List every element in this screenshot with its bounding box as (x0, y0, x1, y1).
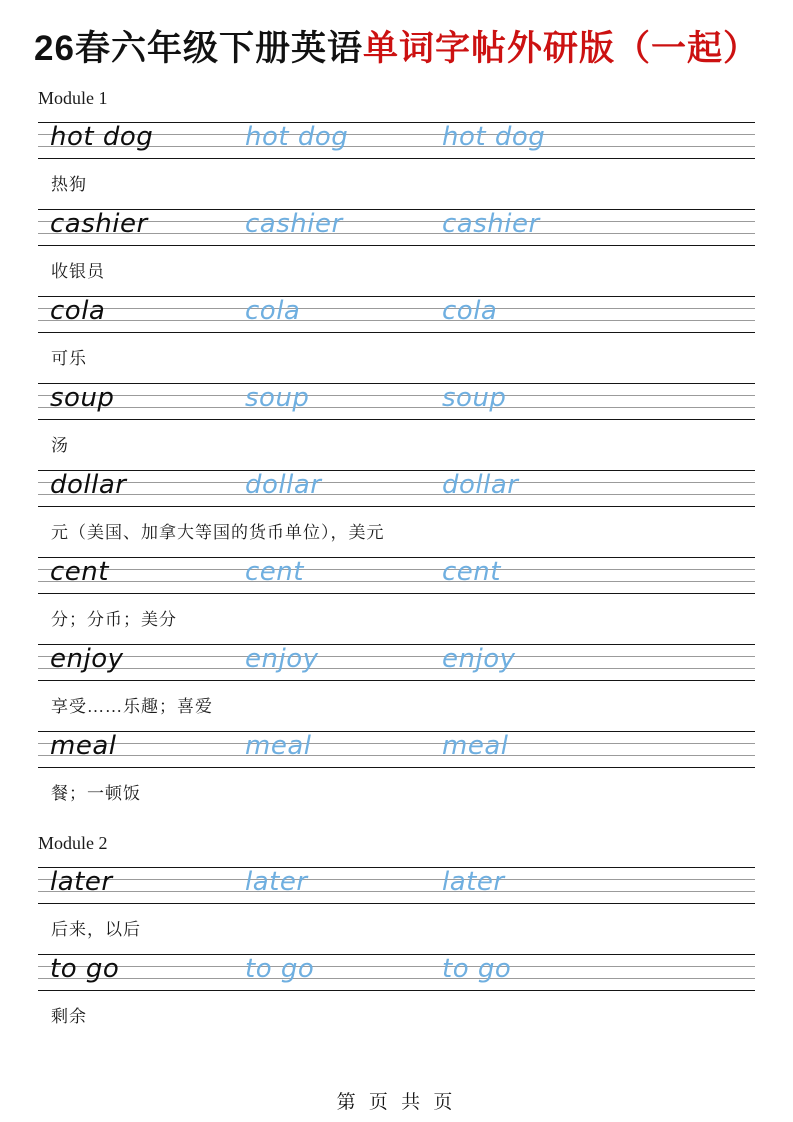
word-trace-1: cola (245, 296, 301, 326)
guide-line-bottom (38, 593, 755, 594)
word-meaning: 汤 (51, 436, 69, 455)
title-text-red: 单词字帖外研版（一起） (362, 29, 759, 68)
page-title (0, 0, 793, 73)
guide-line-lower-middle (38, 494, 755, 495)
guide-line-bottom (38, 506, 755, 507)
guide-line-upper-middle (38, 656, 755, 657)
word-trace-1: cashier (245, 209, 343, 239)
module-entries (38, 867, 755, 1041)
guide-line-bottom (38, 158, 755, 159)
word-meaning: 享受……乐趣；喜爱 (51, 697, 213, 716)
word-text: cola (50, 296, 106, 326)
guide-line-lower-middle (38, 978, 755, 979)
word-text: meal (50, 731, 117, 761)
guide-line-lower-middle (38, 755, 755, 756)
guide-line-lower-middle (38, 320, 755, 321)
writing-guide-grid (38, 954, 755, 992)
word-meaning: 后来，以后 (51, 920, 141, 939)
word-trace-1: hot dog (245, 122, 349, 152)
guide-line-upper-middle (38, 482, 755, 483)
word-trace-2: dollar (442, 470, 519, 500)
word-entry (38, 209, 755, 296)
word-entry (38, 470, 755, 557)
writing-guide-grid (38, 867, 755, 905)
word-meaning: 收银员 (51, 262, 105, 281)
word-meaning: 元（美国、加拿大等国的货币单位），美元 (51, 523, 385, 542)
guide-line-bottom (38, 903, 755, 904)
word-trace-1: dollar (245, 470, 322, 500)
guide-line-top (38, 731, 755, 732)
word-trace-2: later (442, 867, 505, 897)
word-text: to go (50, 954, 120, 984)
word-trace-2: meal (442, 731, 509, 761)
guide-line-top (38, 383, 755, 384)
word-entry (38, 122, 755, 209)
title-text-black: 26春六年级下册英语 (34, 29, 363, 68)
guide-line-lower-middle (38, 668, 755, 669)
word-trace-1: enjoy (245, 644, 319, 674)
word-trace-2: soup (442, 383, 507, 413)
guide-line-bottom (38, 680, 755, 681)
guide-line-top (38, 557, 755, 558)
guide-line-bottom (38, 767, 755, 768)
guide-line-bottom (38, 419, 755, 420)
word-entry (38, 954, 755, 1041)
module-section (38, 87, 755, 818)
guide-line-top (38, 296, 755, 297)
writing-guide-grid (38, 470, 755, 508)
guide-line-upper-middle (38, 743, 755, 744)
writing-guide-grid (38, 296, 755, 334)
word-text: dollar (50, 470, 127, 500)
word-text: cashier (50, 209, 148, 239)
word-text: enjoy (50, 644, 124, 674)
page-footer: 第 页 共 页 (336, 1092, 457, 1113)
word-trace-1: later (245, 867, 308, 897)
word-text: later (50, 867, 113, 897)
word-meaning: 热狗 (51, 175, 87, 194)
guide-line-bottom (38, 332, 755, 333)
word-text: hot dog (50, 122, 154, 152)
module-section (38, 832, 755, 1041)
module-label: Module 2 (38, 833, 108, 853)
guide-line-bottom (38, 990, 755, 991)
guide-line-lower-middle (38, 581, 755, 582)
word-entry (38, 867, 755, 954)
word-meaning: 分；分币；美分 (51, 610, 177, 629)
word-entry (38, 383, 755, 470)
writing-guide-grid (38, 557, 755, 595)
word-trace-1: to go (245, 954, 315, 984)
writing-guide-grid (38, 383, 755, 421)
word-trace-1: soup (245, 383, 310, 413)
guide-line-upper-middle (38, 395, 755, 396)
module-entries (38, 122, 755, 818)
word-trace-2: cola (442, 296, 498, 326)
writing-guide-grid (38, 122, 755, 160)
word-meaning: 剩余 (51, 1007, 87, 1026)
word-trace-2: enjoy (442, 644, 516, 674)
writing-guide-grid (38, 209, 755, 247)
word-trace-2: cent (442, 557, 501, 587)
word-trace-1: cent (245, 557, 304, 587)
word-entry (38, 557, 755, 644)
guide-line-bottom (38, 245, 755, 246)
guide-line-upper-middle (38, 966, 755, 967)
guide-line-upper-middle (38, 569, 755, 570)
guide-line-top (38, 644, 755, 645)
guide-line-top (38, 867, 755, 868)
word-text: soup (50, 383, 115, 413)
guide-line-upper-middle (38, 879, 755, 880)
writing-guide-grid (38, 644, 755, 682)
word-trace-2: cashier (442, 209, 540, 239)
guide-line-upper-middle (38, 308, 755, 309)
word-entry (38, 644, 755, 731)
writing-guide-grid (38, 731, 755, 769)
module-label: Module 1 (38, 88, 108, 108)
word-meaning: 餐；一顿饭 (51, 784, 141, 803)
word-meaning: 可乐 (51, 349, 87, 368)
guide-line-lower-middle (38, 407, 755, 408)
guide-line-top (38, 954, 755, 955)
guide-line-lower-middle (38, 891, 755, 892)
word-entry (38, 296, 755, 383)
word-trace-2: hot dog (442, 122, 546, 152)
word-text: cent (50, 557, 109, 587)
word-entry (38, 731, 755, 818)
word-trace-2: to go (442, 954, 512, 984)
word-trace-1: meal (245, 731, 312, 761)
word-list (0, 87, 793, 1041)
guide-line-top (38, 470, 755, 471)
